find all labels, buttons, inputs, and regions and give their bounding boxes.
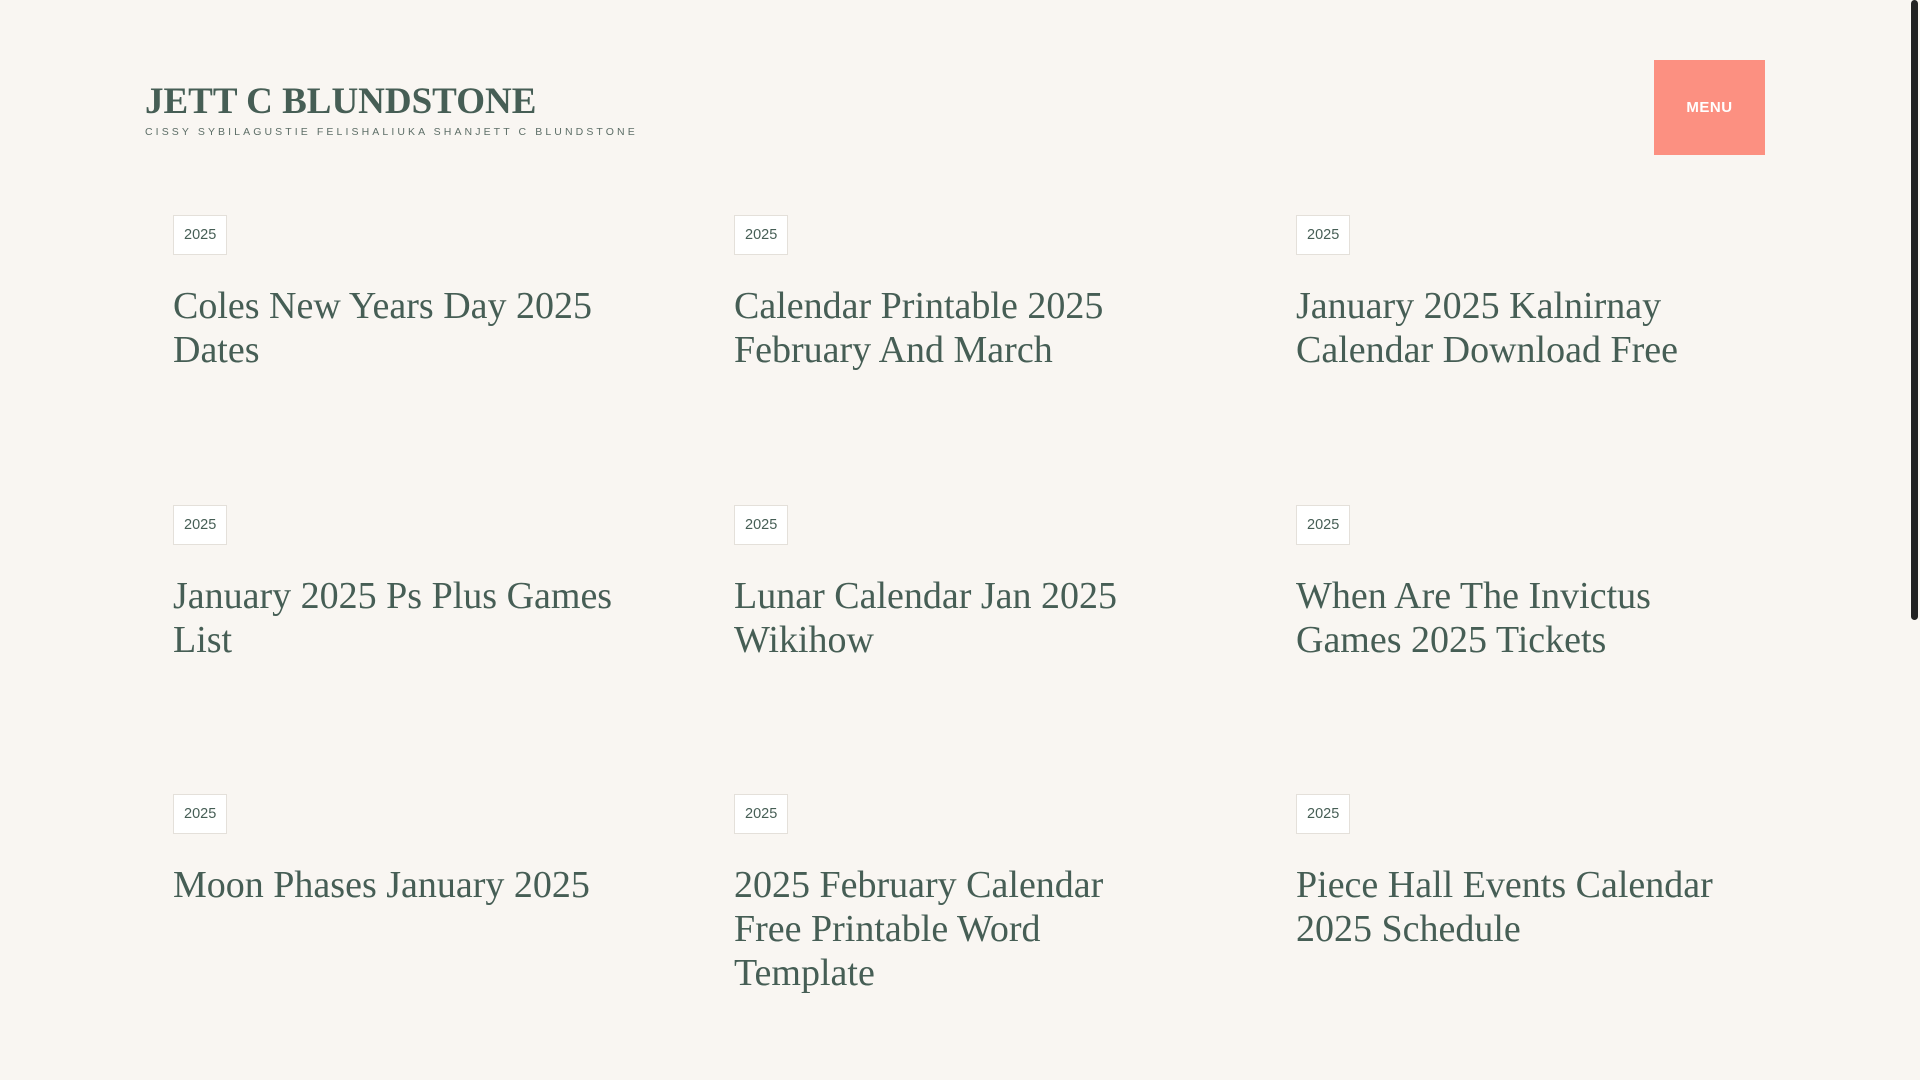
post-card xyxy=(173,505,613,662)
site-title[interactable]: JETT C BLUNDSTONE xyxy=(145,81,537,122)
post-card xyxy=(734,215,1174,372)
post-card xyxy=(173,215,613,372)
post-title[interactable]: When Are The Invictus Games 2025 Tickets xyxy=(1296,575,1651,661)
category-tag[interactable]: 2025 xyxy=(173,505,227,545)
category-tag[interactable]: 2025 xyxy=(734,215,788,255)
category-tag[interactable]: 2025 xyxy=(734,794,788,834)
post-card xyxy=(734,505,1174,662)
post-title[interactable]: January 2025 Ps Plus Games List xyxy=(173,575,613,661)
category-tag[interactable]: 2025 xyxy=(1296,794,1350,834)
post-title[interactable]: January 2025 Kalnirnay Calendar Download Free xyxy=(1296,285,1678,371)
post-card xyxy=(173,794,613,907)
post-title[interactable]: Moon Phases January 2025 xyxy=(173,864,590,906)
post-card xyxy=(734,794,1174,995)
category-tag[interactable]: 2025 xyxy=(1296,215,1350,255)
category-tag[interactable]: 2025 xyxy=(1296,505,1350,545)
scrollbar-thumb[interactable] xyxy=(1911,0,1918,620)
post-card xyxy=(1296,794,1736,951)
category-tag[interactable]: 2025 xyxy=(173,794,227,834)
site-tagline: CISSY SYBILAGUSTIE FELISHALIUKA SHANJETT C BLUNDSTONE xyxy=(145,126,638,138)
category-tag[interactable]: 2025 xyxy=(734,505,788,545)
site-header xyxy=(145,80,945,138)
post-title[interactable]: Lunar Calendar Jan 2025 Wikihow xyxy=(734,575,1118,661)
post-card xyxy=(1296,505,1736,662)
category-tag[interactable]: 2025 xyxy=(173,215,227,255)
menu-button[interactable]: MENU xyxy=(1654,60,1765,155)
post-title[interactable]: Piece Hall Events Calendar 2025 Schedule xyxy=(1296,864,1713,950)
post-card xyxy=(1296,215,1736,372)
post-title[interactable]: 2025 February Calendar Free Printable Word Template xyxy=(734,864,1104,994)
post-title[interactable]: Calendar Printable 2025 February And March xyxy=(734,285,1104,371)
post-title[interactable]: Coles New Years Day 2025 Dates xyxy=(173,285,593,371)
